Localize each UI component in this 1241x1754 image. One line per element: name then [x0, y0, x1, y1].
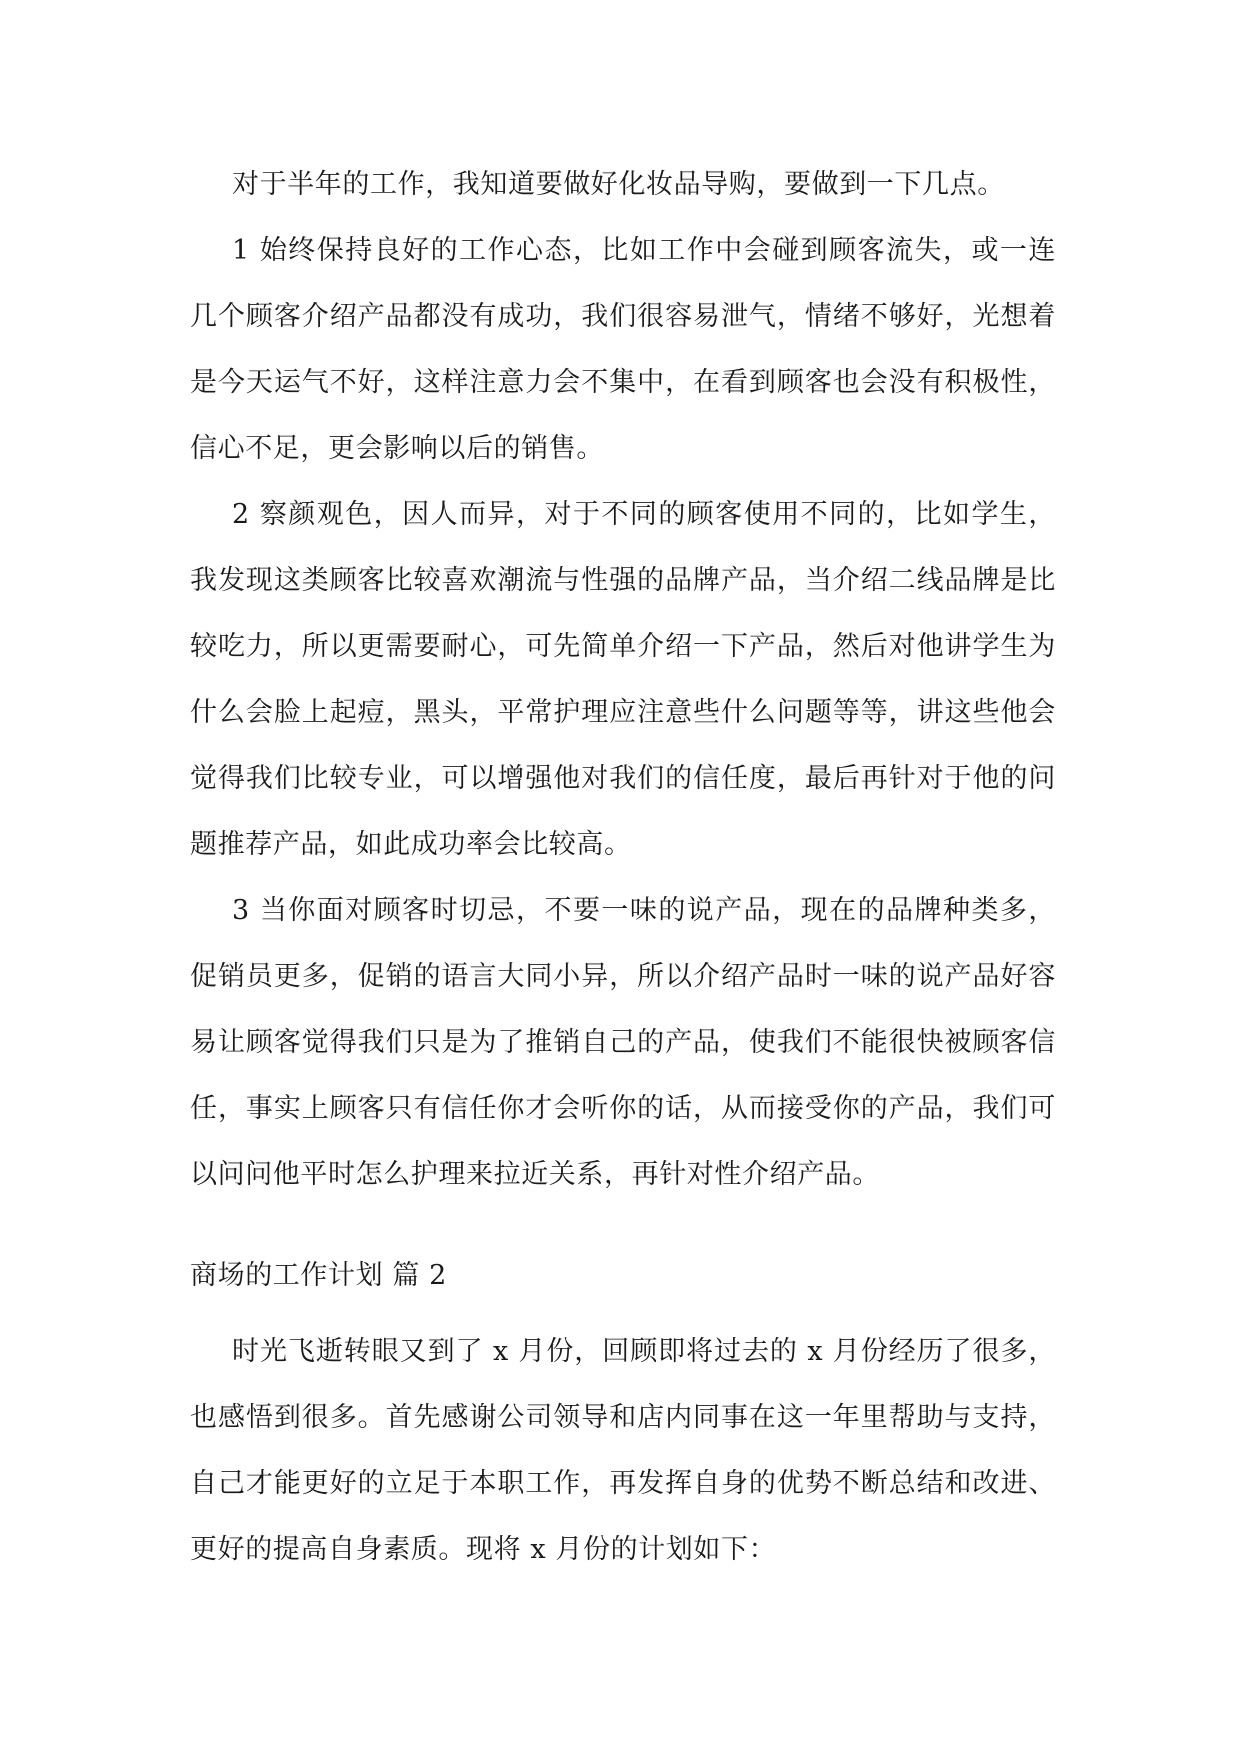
paragraph-section-2-intro: 时光飞逝转眼又到了 x 月份，回顾即将过去的 x 月份经历了很多，也感悟到很多。首先感谢公司领导和店内同事在这一年里帮助与支持，自己才能更好的立足于本职工作，再发挥自身的优势不断总结和改进、更好的提高自身素质。现将 x 月份的计划如下： — [190, 1336, 1056, 1565]
paragraph-point-2: 2 察颜观色，因人而异，对于不同的顾客使用不同的，比如学生，我发现这类顾客比较喜欢潮流与性强的品牌产品，当介绍二线品牌是比较吃力，所以更需要耐心，可先简单介绍一下产品，然后对他讲学生为什么会脸上起痘，黑头，平常护理应注意些什么问题等等，讲这些他会觉得我们比较专业，可以增强他对我们的信任度，最后再针对于他的问题推荐产品，如此成功率会比较高。 — [190, 499, 1056, 860]
section-1-body — [190, 152, 1056, 1208]
paragraph-point-3: 3 当你面对顾客时切忌，不要一味的说产品，现在的品牌种类多，促销员更多，促销的语言大同小异，所以介绍产品时一味的说产品好容易让顾客觉得我们只是为了推销自己的产品，使我们不能很快被顾客信任，事实上顾客只有信任你才会听你的话，从而接受你的产品，我们可以问问他平时怎么护理来拉近关系，再针对性介绍产品。 — [190, 895, 1056, 1190]
section-2-body — [190, 1319, 1056, 1583]
paragraph-point-1: 1 始终保持良好的工作心态，比如工作中会碰到顾客流失，或一连几个顾客介绍产品都没有成功，我们很容易泄气，情绪不够好，光想着是今天运气不好，这样注意力会不集中，在看到顾客也会没有积极性，信心不足，更会影响以后的销售。 — [190, 235, 1056, 464]
section-2-heading: 商场的工作计划 篇 2 — [190, 1260, 447, 1291]
paragraph-intro: 对于半年的工作，我知道要做好化妆品导购，要做到一下几点。 — [232, 169, 1005, 200]
